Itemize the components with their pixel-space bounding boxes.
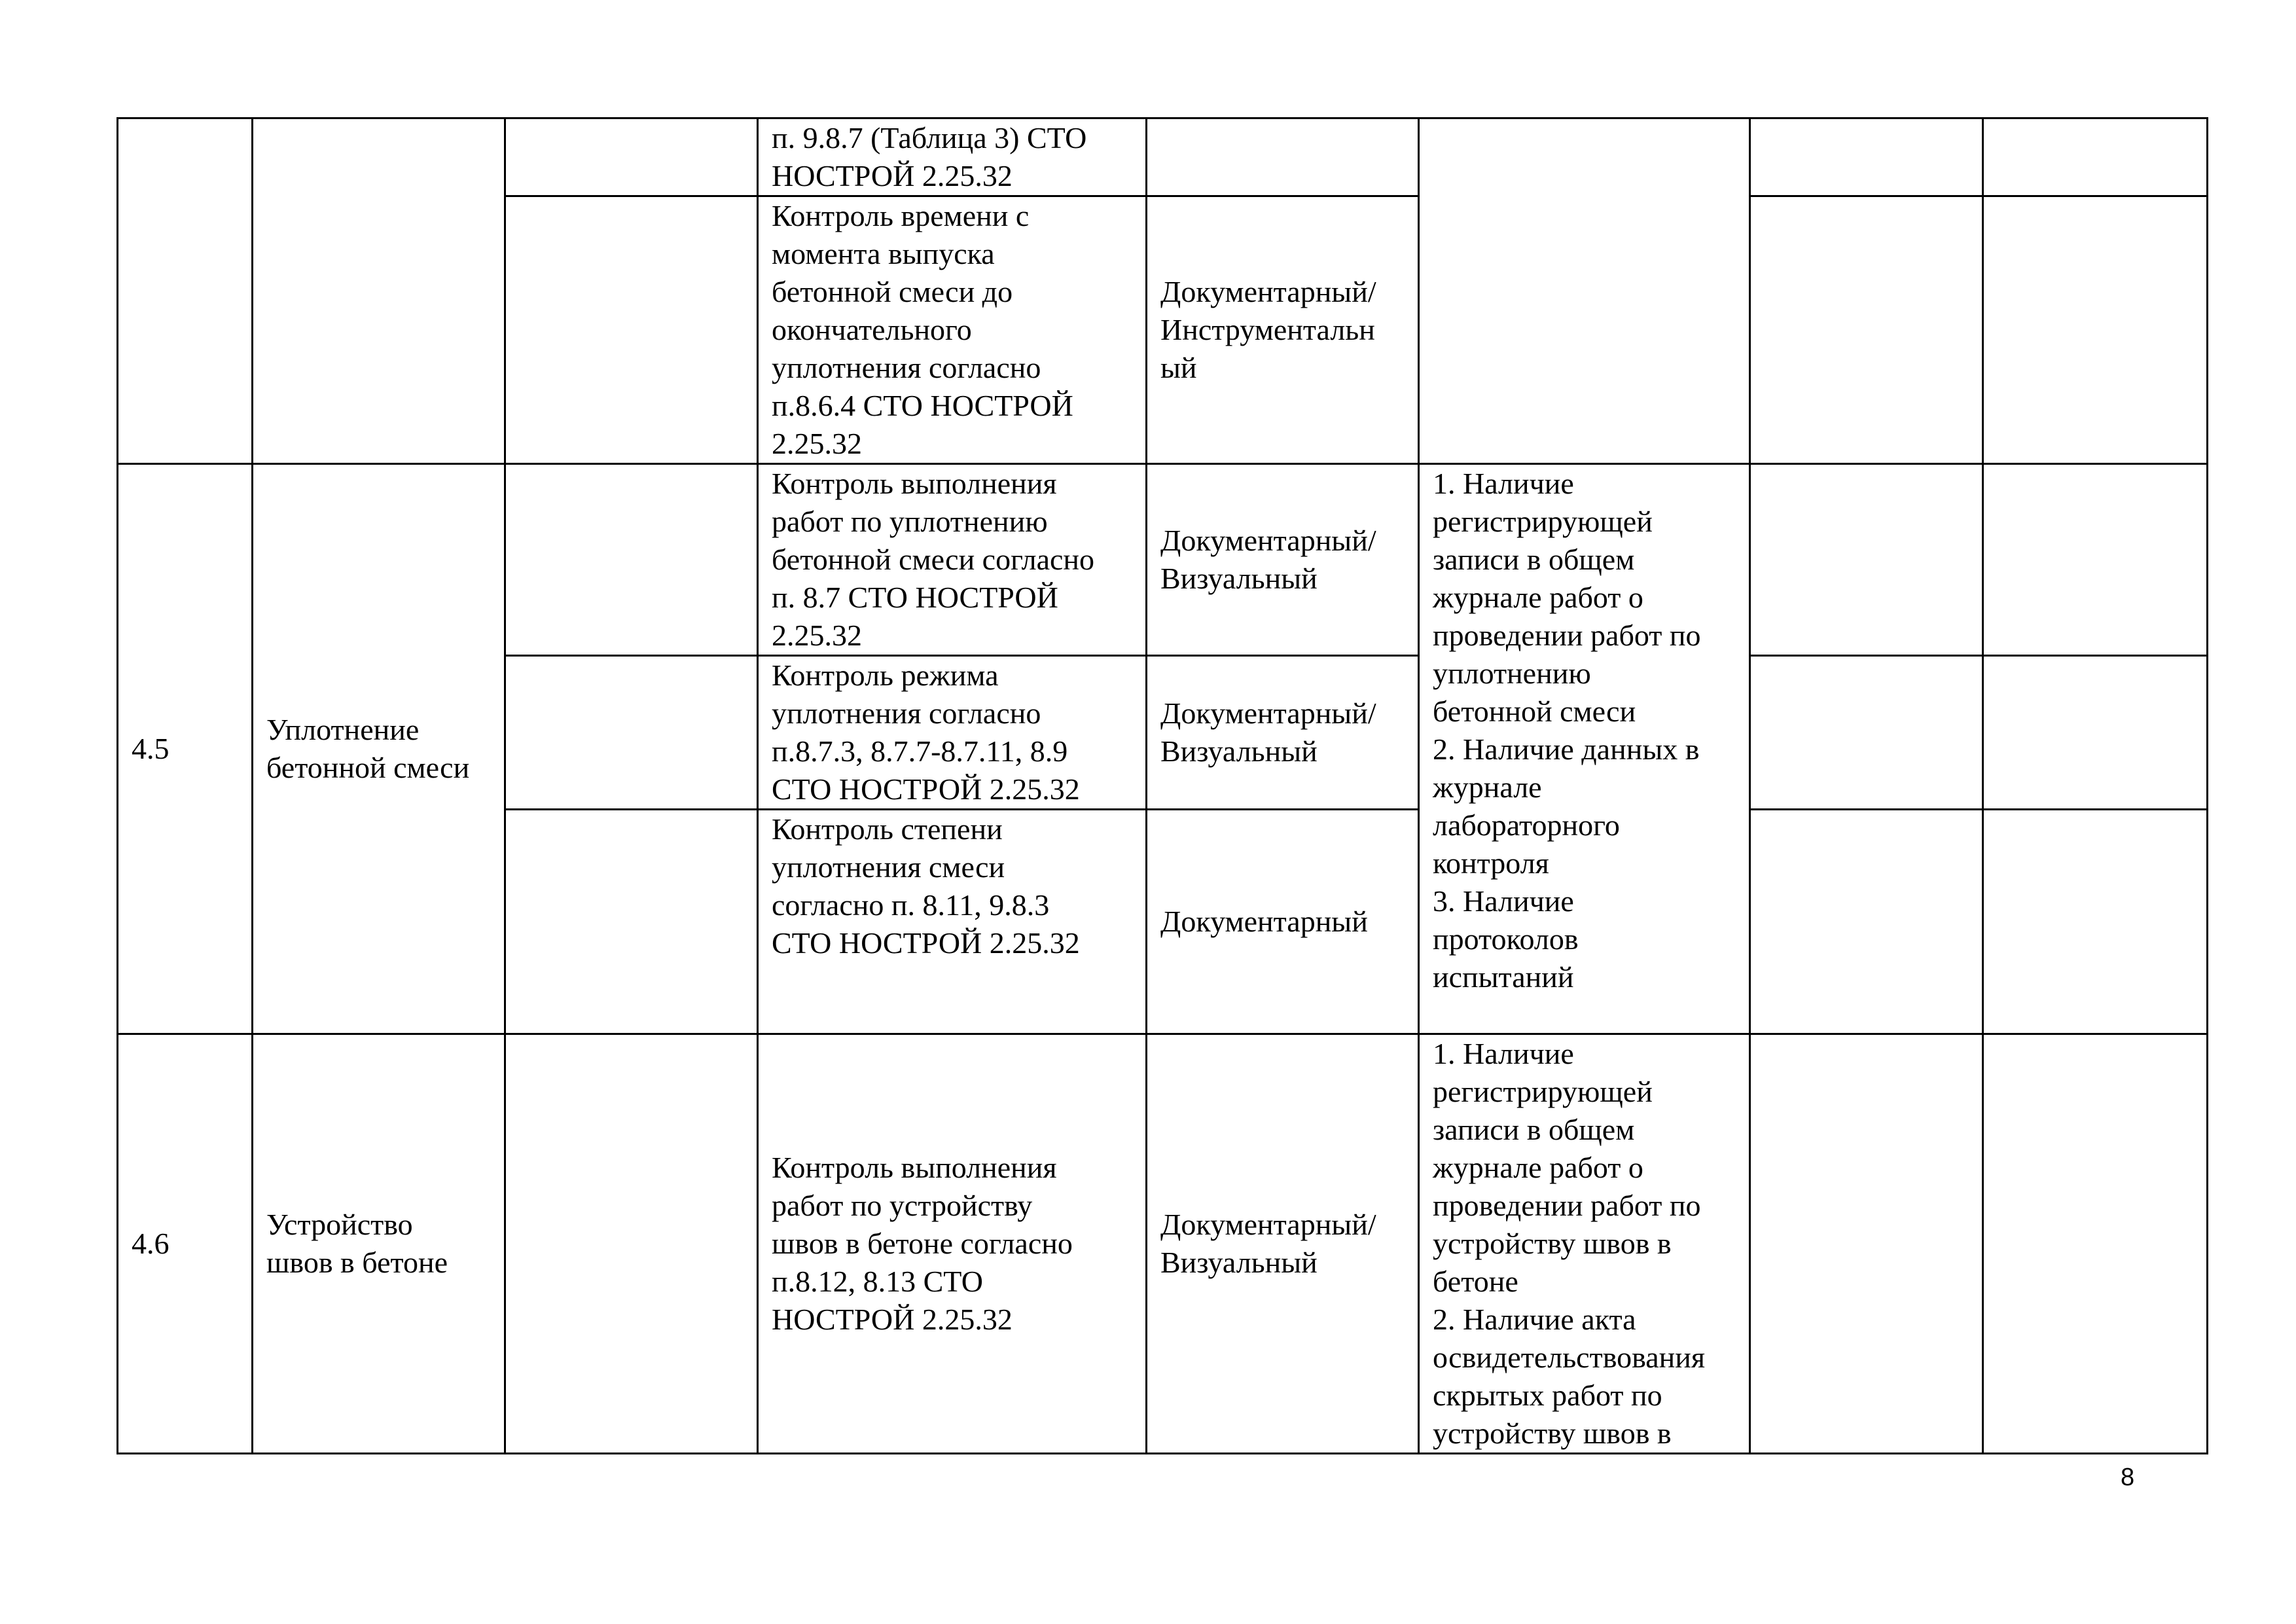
docs-text: 1. Наличие регистрирующей записи в общем журнале работ о проведении работ по устройству швов в бетоне 2. Наличие акта освидетельствования скрытых работ по устройству швов в <box>1433 1037 1706 1450</box>
method-cell <box>1147 196 1419 464</box>
empty-cell <box>1750 196 1983 464</box>
method-cell <box>1147 810 1419 1034</box>
empty-cell <box>1983 656 2208 810</box>
method-text: Документарный/ Визуальный <box>1160 524 1376 595</box>
empty-cell <box>505 810 758 1034</box>
criterion-text: п. 9.8.7 (Таблица 3) СТО НОСТРОЙ 2.25.32 <box>772 121 1087 192</box>
stage-cell <box>253 464 505 1034</box>
empty-cell <box>505 196 758 464</box>
criterion-text: Контроль выполнения работ по устройству швов в бетоне согласно п.8.12, 8.13 СТО НОСТРОЙ 2.25.32 <box>772 1151 1073 1336</box>
criterion-cell <box>758 464 1147 656</box>
criterion-cell <box>758 810 1147 1034</box>
docs-cell <box>1419 1034 1750 1454</box>
empty-cell <box>505 1034 758 1454</box>
method-cell <box>1147 656 1419 810</box>
method-text: Документарный/ Инструментальн ый <box>1160 275 1376 384</box>
empty-cell <box>1983 464 2208 656</box>
criterion-text: Контроль режима уплотнения согласно п.8.7.3, 8.7.7-8.7.11, 8.9 СТО НОСТРОЙ 2.25.32 <box>772 659 1080 806</box>
empty-cell <box>1750 464 1983 656</box>
empty-cell <box>505 118 758 196</box>
empty-cell <box>1750 810 1983 1034</box>
method-text: Документарный <box>1160 905 1368 938</box>
empty-cell <box>1983 1034 2208 1454</box>
empty-cell <box>1750 656 1983 810</box>
method-cell <box>1147 118 1419 196</box>
number-cell <box>118 1034 253 1454</box>
stage-text: Устройство швов в бетоне <box>266 1208 448 1279</box>
control-table <box>117 117 2208 1454</box>
method-text: Документарный/ Визуальный <box>1160 696 1376 768</box>
criterion-cell <box>758 196 1147 464</box>
number-cell <box>118 118 253 464</box>
empty-cell <box>1750 118 1983 196</box>
docs-cell <box>1419 464 1750 1034</box>
criterion-text: Контроль степени уплотнения смеси согласно п. 8.11, 9.8.3 СТО НОСТРОЙ 2.25.32 <box>772 812 1080 960</box>
method-cell <box>1147 464 1419 656</box>
criterion-cell <box>758 118 1147 196</box>
table-row <box>118 464 2208 656</box>
criterion-text: Контроль выполнения работ по уплотнению бетонной смеси согласно п. 8.7 СТО НОСТРОЙ 2.25.32 <box>772 467 1095 652</box>
stage-text: Уплотнение бетонной смеси <box>266 713 470 784</box>
number-cell <box>118 464 253 1034</box>
section-number: 4.6 <box>132 1227 170 1260</box>
empty-cell <box>1983 810 2208 1034</box>
section-number: 4.5 <box>132 732 170 765</box>
docs-text: 1. Наличие регистрирующей записи в общем журнале работ о проведении работ по уплотнению бетонной смеси 2. Наличие данных в журнале лабораторного контроля 3. Наличие протоколов испытаний <box>1433 467 1701 994</box>
criterion-cell <box>758 656 1147 810</box>
stage-cell <box>253 118 505 464</box>
empty-cell <box>505 464 758 656</box>
empty-cell <box>1983 196 2208 464</box>
page-number: 8 <box>2121 1464 2135 1491</box>
table-row <box>118 1034 2208 1454</box>
criterion-cell <box>758 1034 1147 1454</box>
criterion-text: Контроль времени с момента выпуска бетонной смеси до окончательного уплотнения согласно п.8.6.4 СТО НОСТРОЙ 2.25.32 <box>772 199 1073 460</box>
empty-cell <box>1750 1034 1983 1454</box>
stage-cell <box>253 1034 505 1454</box>
empty-cell <box>505 656 758 810</box>
method-cell <box>1147 1034 1419 1454</box>
empty-cell <box>1983 118 2208 196</box>
table-row <box>118 118 2208 196</box>
docs-cell <box>1419 118 1750 464</box>
method-text: Документарный/ Визуальный <box>1160 1208 1376 1279</box>
